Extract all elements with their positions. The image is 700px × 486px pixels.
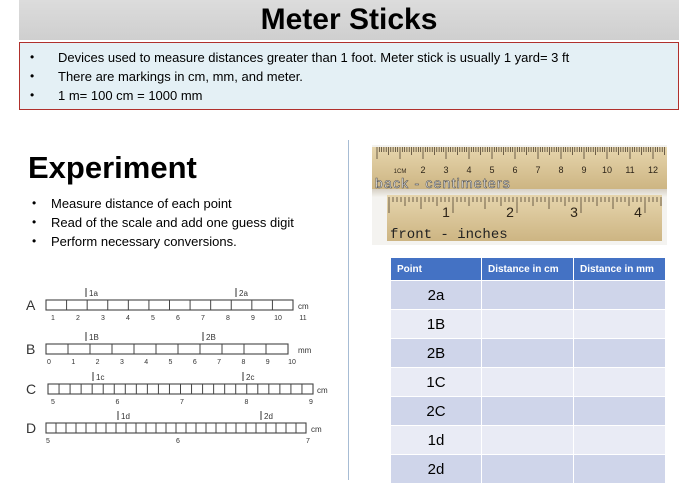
inch-tick-label: 1 (442, 204, 450, 220)
point-cell: 1B (391, 310, 482, 339)
ruler-label: A (26, 297, 36, 313)
experiment-step: • Read of the scale and add one guess digit (32, 213, 294, 232)
cm-tick-label: 5 (489, 165, 495, 175)
definition-bullet: • Devices used to measure distances greater than 1 foot. Meter stick is usually 1 yard= 3 ft (30, 48, 668, 67)
experiment-heading: Experiment (28, 150, 197, 185)
ruler-tick-label: 8 (241, 359, 246, 366)
mm-cell[interactable] (574, 397, 666, 426)
slide-title: Meter Sticks (19, 0, 679, 40)
experiment-step: • Perform necessary conversions. (32, 232, 294, 251)
ruler-tick-label: 10 (288, 359, 296, 366)
ruler-tick-label: 9 (251, 315, 255, 322)
ruler-unit: cm (317, 386, 328, 395)
cm-tick-label: 1CM (393, 169, 407, 175)
table-row (391, 426, 666, 455)
ruler-tick-label: 2 (95, 359, 100, 366)
ruler-tick-label: 6 (176, 315, 180, 322)
ruler-tick-label: 1 (71, 359, 76, 366)
cm-tick-label: 9 (581, 165, 587, 175)
point-marker-label: 1d (121, 412, 130, 421)
cm-cell[interactable] (482, 339, 574, 368)
point-marker-label: 2B (206, 333, 216, 342)
cm-tick-label: 11 (625, 165, 635, 175)
header-distance-mm: Distance in mm (574, 258, 666, 281)
definition-bullet: • 1 m= 100 cm = 1000 mm (30, 86, 668, 105)
cm-cell[interactable] (482, 310, 574, 339)
inch-tick-label: 2 (506, 204, 514, 220)
cm-cell[interactable] (482, 368, 574, 397)
mm-cell[interactable] (574, 368, 666, 397)
divider-line (348, 140, 349, 480)
cm-cell[interactable] (482, 426, 574, 455)
ruler-tick-label: 10 (274, 315, 282, 322)
ruler-tick-label: 5 (51, 399, 55, 406)
cm-tick-label: 7 (535, 165, 541, 175)
ruler-label: B (26, 341, 36, 357)
ruler-tick-label: 8 (244, 399, 249, 406)
results-table (390, 257, 666, 484)
ruler-tick-label: 6 (115, 399, 120, 406)
cm-tick-label: 4 (466, 165, 472, 175)
table-row (391, 310, 666, 339)
table-row (391, 455, 666, 484)
mm-cell[interactable] (574, 339, 666, 368)
point-marker-label: 2c (246, 373, 255, 382)
point-marker-label: 1a (89, 289, 98, 298)
cm-tick-label: 3 (443, 165, 449, 175)
ruler-tick-label: 6 (176, 438, 180, 445)
ruler-tick-label: 9 (265, 359, 270, 366)
cm-tick-label: 10 (601, 165, 613, 175)
ruler-tick-label: 0 (47, 359, 51, 366)
ruler-tick-label: 6 (192, 359, 197, 366)
point-marker-label: 2a (239, 289, 248, 298)
experiment-step: • Measure distance of each point (32, 194, 294, 213)
inch-tick-label: 3 (570, 204, 578, 220)
point-cell: 2B (391, 339, 482, 368)
front-label: front - inches (390, 227, 508, 243)
point-cell: 2C (391, 397, 482, 426)
ruler-tick-label: 7 (180, 399, 184, 406)
ruler-tick-label: 8 (226, 315, 230, 322)
mm-cell[interactable] (574, 426, 666, 455)
meter-stick-photo (372, 145, 667, 245)
ruler-tick-label: 4 (126, 315, 130, 322)
ruler-tick-label: 5 (46, 438, 50, 445)
ruler-diagram (18, 280, 348, 450)
ruler-tick-label: 7 (201, 315, 205, 322)
cm-cell[interactable] (482, 455, 574, 484)
ruler-label: D (26, 420, 37, 436)
ruler-bar (46, 344, 288, 354)
definition-bullet: • There are markings in cm, mm, and meter. (30, 67, 668, 86)
ruler-tick-label: 3 (101, 315, 105, 322)
ruler-tick-label: 9 (309, 399, 313, 406)
point-marker-label: 1B (89, 333, 99, 342)
ruler-tick-label: 3 (119, 359, 124, 366)
table-row (391, 397, 666, 426)
back-label: back - centimeters (375, 175, 511, 191)
point-cell: 2d (391, 455, 482, 484)
ruler-tick-label: 5 (168, 359, 173, 366)
point-cell: 1C (391, 368, 482, 397)
point-cell: 1d (391, 426, 482, 455)
table-row (391, 368, 666, 397)
point-cell: 2a (391, 281, 482, 310)
point-marker-label: 2d (264, 412, 273, 421)
ruler-label: C (26, 381, 37, 397)
cm-cell[interactable] (482, 281, 574, 310)
point-marker-label: 1c (96, 373, 105, 382)
ruler-tick-label: 11 (299, 315, 307, 322)
mm-cell[interactable] (574, 310, 666, 339)
cm-tick-label: 2 (420, 165, 426, 175)
ruler-tick-label: 7 (217, 359, 222, 366)
experiment-steps (32, 194, 294, 251)
cm-tick-label: 6 (512, 165, 518, 175)
mm-cell[interactable] (574, 455, 666, 484)
table-row (391, 281, 666, 310)
header-distance-cm: Distance in cm (482, 258, 574, 281)
table-row (391, 339, 666, 368)
ruler-unit: cm (311, 425, 322, 434)
ruler-tick-label: 4 (144, 359, 149, 366)
header-point: Point (391, 258, 482, 281)
cm-tick-label: 12 (647, 165, 659, 175)
cm-cell[interactable] (482, 397, 574, 426)
definition-box (19, 42, 679, 110)
ruler-unit: cm (298, 302, 309, 311)
ruler-tick-label: 5 (151, 315, 155, 322)
inch-tick-label: 4 (634, 204, 642, 220)
mm-cell[interactable] (574, 281, 666, 310)
cm-tick-label: 8 (558, 165, 564, 175)
ruler-tick-label: 1 (51, 315, 55, 322)
ruler-tick-label: 2 (76, 315, 80, 322)
ruler-unit: mm (298, 346, 312, 355)
ruler-tick-label: 7 (306, 438, 310, 445)
